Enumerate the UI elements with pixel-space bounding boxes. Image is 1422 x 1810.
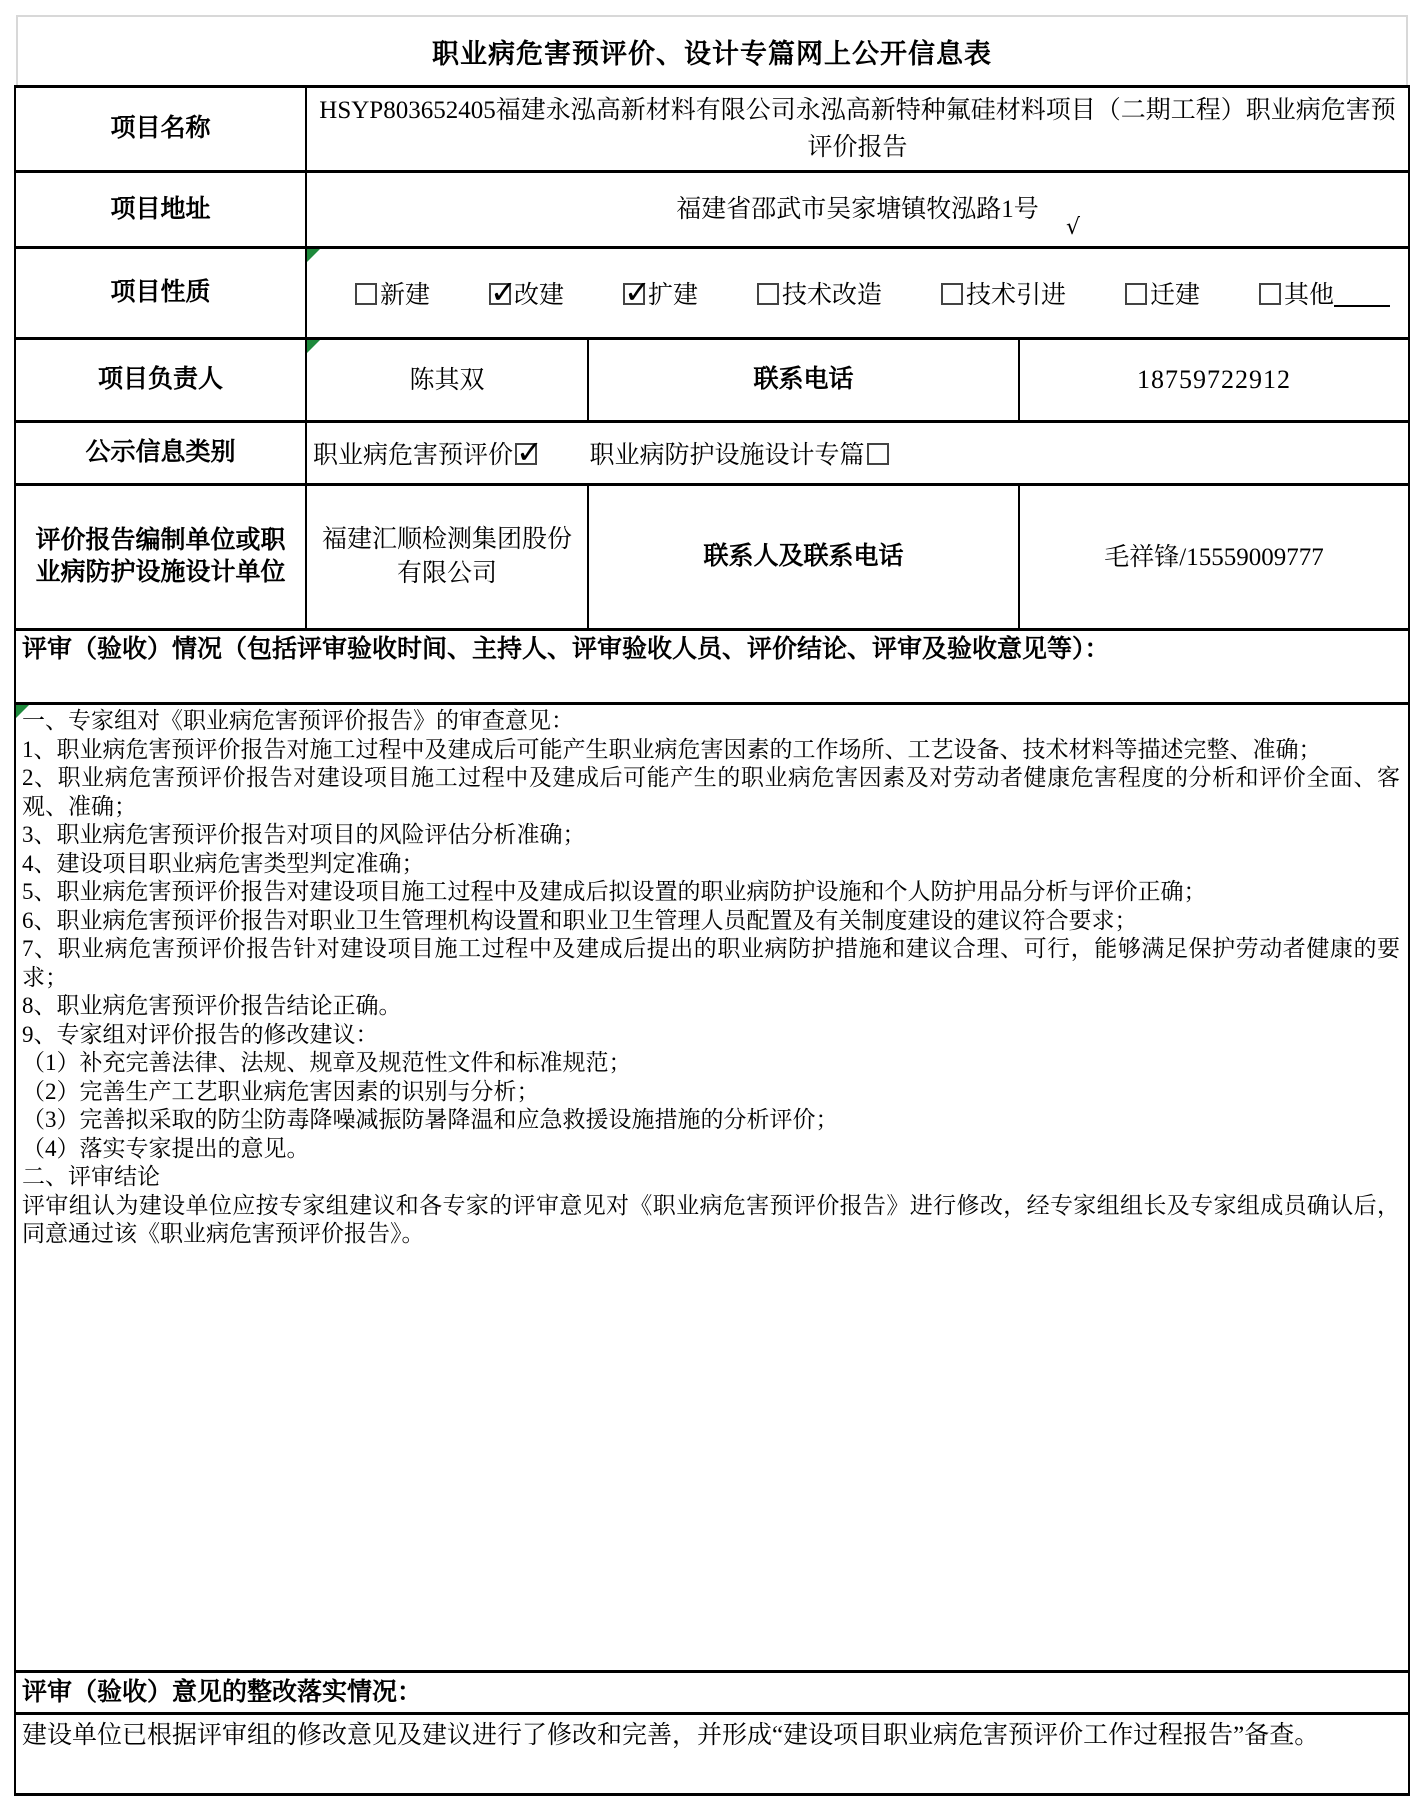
review-paragraph: 3、职业病危害预评价报告对项目的风险评估分析准确； bbox=[22, 822, 586, 847]
review-body-cell bbox=[15, 704, 1409, 1672]
row-rectification-body bbox=[15, 1714, 1409, 1795]
nature-option-tech-import: 技术引进 bbox=[941, 275, 1066, 311]
row-report-unit bbox=[15, 485, 1409, 630]
review-paragraph: 8、职业病危害预评价报告结论正确。 bbox=[22, 993, 402, 1018]
review-paragraph: 5、职业病危害预评价报告对建设项目施工过程中及建成后拟设置的职业病防护设施和个人防护用品分析与评价正确； bbox=[22, 879, 1207, 904]
review-paragraph: 一、专家组对《职业病危害预评价报告》的审查意见： bbox=[22, 708, 574, 733]
review-opinions bbox=[16, 705, 1408, 1251]
project-address-label: 项目地址 bbox=[15, 172, 306, 248]
nature-option-other: 其他 bbox=[1259, 275, 1390, 311]
rectification-section-header: 评审（验收）意见的整改落实情况： bbox=[22, 1678, 423, 1706]
info-form-table bbox=[14, 85, 1410, 1796]
info-category-cell bbox=[306, 422, 1409, 485]
nature-option-relocate: 迁建 bbox=[1125, 275, 1200, 311]
review-paragraph: （1）补充完善法律、法规、规章及规范性文件和标准规范； bbox=[22, 1050, 632, 1075]
project-nature-label: 项目性质 bbox=[15, 248, 306, 339]
review-paragraph: 4、建设项目职业病危害类型判定准确； bbox=[22, 850, 425, 876]
checkbox-expand-icon[interactable] bbox=[623, 283, 645, 305]
row-review-body bbox=[15, 704, 1409, 1672]
project-leader-label: 项目负责人 bbox=[15, 339, 306, 422]
checkbox-other-icon[interactable] bbox=[1259, 283, 1281, 305]
project-leader-name: 陈其双 bbox=[409, 366, 485, 394]
nature-option-new: 新建 bbox=[355, 275, 430, 311]
checkbox-design-icon[interactable] bbox=[867, 443, 889, 465]
comment-marker-icon bbox=[307, 340, 320, 353]
stray-checkmark: √ bbox=[1065, 215, 1081, 240]
project-nature-cell bbox=[306, 248, 1409, 339]
report-unit-value: 福建汇顺检测集团股份有限公司 bbox=[306, 485, 588, 630]
review-paragraph: （4）落实专家提出的意见。 bbox=[22, 1135, 310, 1161]
row-info-category bbox=[15, 422, 1409, 485]
checkbox-tech-reform-icon[interactable] bbox=[757, 283, 779, 305]
rectification-body-cell bbox=[15, 1714, 1409, 1795]
review-paragraph: 2、职业病危害预评价报告对建设项目施工过程中及建成后可能产生的职业病危害因素及对劳动者健康危害程度的分析和评价全面、客观、准确； bbox=[22, 765, 1401, 819]
project-address-value: 福建省邵武市吴家塘镇牧泓路1号 bbox=[676, 196, 1039, 223]
checkbox-tech-import-icon[interactable] bbox=[941, 283, 963, 305]
comment-marker-icon bbox=[16, 705, 29, 718]
row-rectification-header bbox=[15, 1672, 1409, 1714]
info-category-label: 公示信息类别 bbox=[15, 422, 306, 485]
unit-contact-value: 毛祥锋/15559009777 bbox=[1019, 485, 1409, 630]
rectification-body-text: 建设单位已根据评审组的修改意见及建议进行了修改和完善，并形成“建设项目职业病危害预评价工作过程报告”备查。 bbox=[22, 1722, 1320, 1749]
review-paragraph: 1、职业病危害预评价报告对施工过程中及建成后可能产生职业病危害因素的工作场所、工艺设备、技术材料等描述完整、准确； bbox=[22, 736, 1322, 762]
project-leader-name-cell bbox=[306, 339, 588, 422]
review-paragraph: （2）完善生产工艺职业病危害因素的识别与分析； bbox=[22, 1078, 540, 1104]
project-name-value: HSYP803652405福建永泓高新材料有限公司永泓高新特种氟硅材料项目（二期工程）职业病危害预评价报告 bbox=[306, 87, 1409, 172]
other-blank-line bbox=[1334, 283, 1390, 307]
unit-contact-label: 联系人及联系电话 bbox=[588, 485, 1019, 630]
row-project-address bbox=[15, 172, 1409, 248]
review-paragraph: 6、职业病危害预评价报告对职业卫生管理机构设置和职业卫生管理人员配置及有关制度建设的建议符合要求； bbox=[22, 907, 1138, 933]
row-project-leader bbox=[15, 339, 1409, 422]
project-name-label: 项目名称 bbox=[15, 87, 306, 172]
checkbox-new-icon[interactable] bbox=[355, 283, 377, 305]
nature-option-expand: ✓ 扩建 bbox=[623, 275, 698, 311]
page-title: 职业病危害预评价、设计专篇网上公开信息表 bbox=[432, 38, 992, 69]
rectification-header-cell bbox=[15, 1672, 1409, 1714]
leader-phone-value: 18759722912 bbox=[1019, 339, 1409, 422]
report-unit-label: 评价报告编制单位或职业病防护设施设计单位 bbox=[15, 485, 306, 630]
project-address-cell bbox=[306, 172, 1409, 248]
leader-phone-label: 联系电话 bbox=[588, 339, 1019, 422]
review-header-cell bbox=[15, 630, 1409, 704]
review-paragraph: 评审组认为建设单位应按专家组建议和各专家的评审意见对《职业病危害预评价报告》进行修改，经专家组组长及专家组成员确认后，同意通过该《职业病危害预评价报告》。 bbox=[22, 1192, 1401, 1246]
checkbox-relocate-icon[interactable] bbox=[1125, 283, 1147, 305]
row-project-name bbox=[15, 87, 1409, 172]
row-project-nature bbox=[15, 248, 1409, 339]
review-paragraph: （3）完善拟采取的防尘防毒降噪减振防暑降温和应急救援设施措施的分析评价； bbox=[22, 1107, 839, 1132]
checkbox-rebuild-icon[interactable] bbox=[489, 283, 511, 305]
row-review-header bbox=[15, 630, 1409, 704]
review-paragraph: 二、评审结论 bbox=[22, 1164, 160, 1189]
checkbox-preeval-icon[interactable] bbox=[515, 443, 537, 465]
category-option-preeval: 职业病危害预评价 ✓ bbox=[313, 442, 537, 469]
review-paragraph: 9、专家组对评价报告的修改建议： bbox=[22, 1021, 379, 1047]
review-paragraph: 7、职业病危害预评价报告针对建设项目施工过程中及建成后提出的职业病防护措施和建议合理、可行，能够满足保护劳动者健康的要求； bbox=[22, 936, 1401, 990]
title-box bbox=[16, 15, 1408, 85]
review-section-header: 评审（验收）情况（包括评审验收时间、主持人、评审验收人员、评价结论、评审及验收意见等）： bbox=[22, 636, 1110, 663]
comment-marker-icon bbox=[307, 249, 320, 262]
nature-option-tech-reform: 技术改造 bbox=[757, 275, 882, 311]
category-option-design: 职业病防护设施设计专篇 bbox=[590, 442, 889, 469]
nature-option-rebuild: ✓ 改建 bbox=[489, 275, 564, 311]
